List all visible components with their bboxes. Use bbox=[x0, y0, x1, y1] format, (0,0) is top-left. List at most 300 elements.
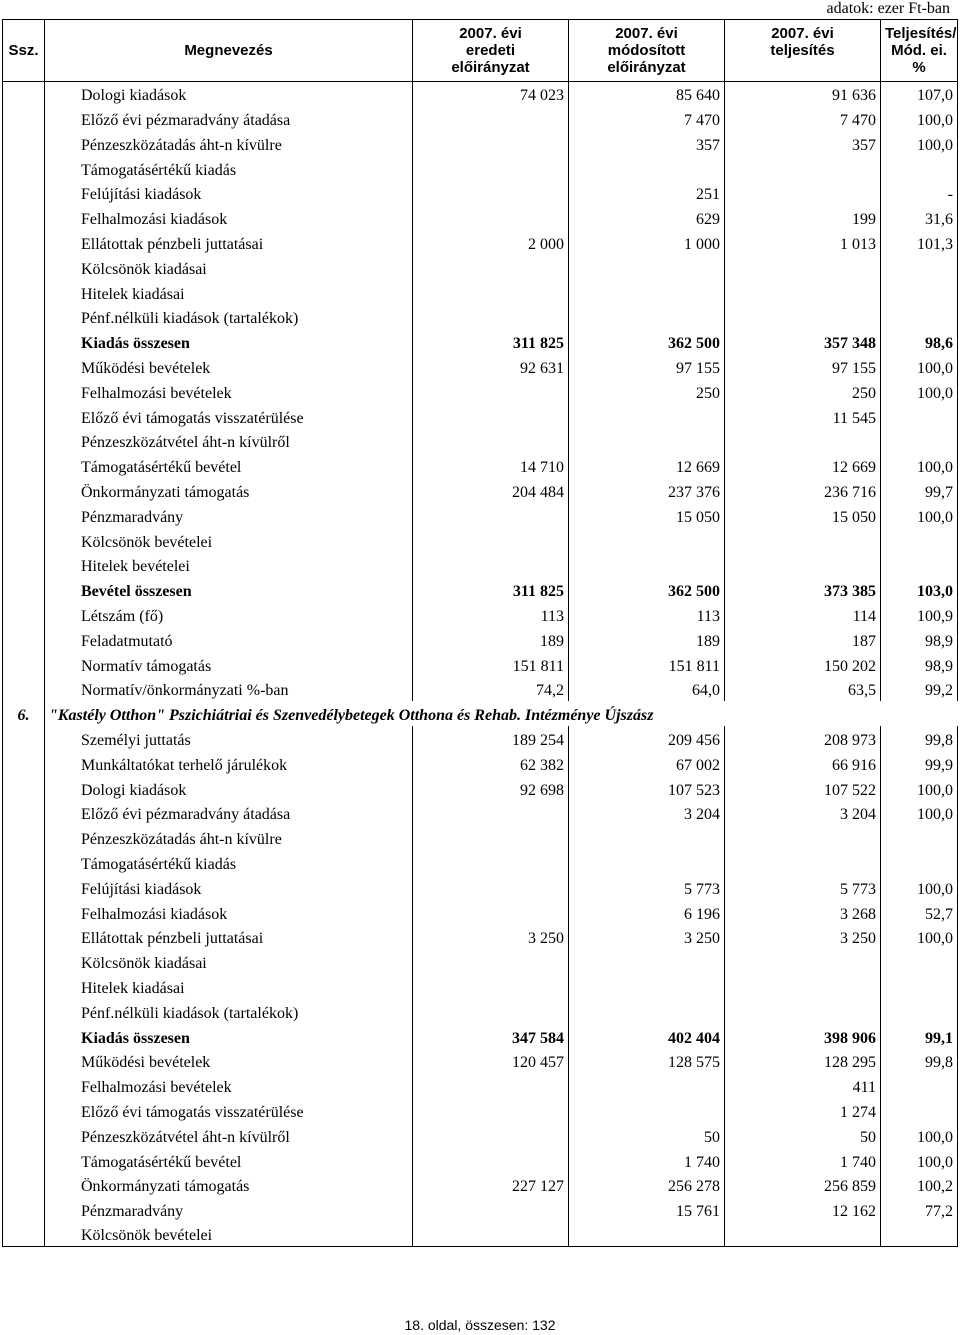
table-row bbox=[3, 677, 958, 702]
teljesites-cell: 150 202 bbox=[725, 652, 881, 677]
row-label: Támogatásértékű kiadás bbox=[45, 156, 413, 181]
row-label: Dologi kiadások bbox=[45, 82, 413, 107]
modositott-cell: 50 bbox=[569, 1123, 725, 1148]
row-label: Pénzeszközátvétel áht-n kívülről bbox=[45, 1123, 413, 1148]
teljesites-cell: 63,5 bbox=[725, 677, 881, 702]
szazalek-cell: 100,0 bbox=[881, 106, 958, 131]
eredeti-cell bbox=[413, 1123, 569, 1148]
row-label: Bevétel összesen bbox=[45, 577, 413, 602]
szazalek-cell: 31,6 bbox=[881, 205, 958, 230]
ssz-cell bbox=[3, 776, 45, 801]
table-row bbox=[3, 255, 958, 280]
modositott-cell bbox=[569, 825, 725, 850]
table-row bbox=[3, 404, 958, 429]
modositott-cell bbox=[569, 1073, 725, 1098]
modositott-cell: 237 376 bbox=[569, 478, 725, 503]
ssz-cell bbox=[3, 1049, 45, 1074]
ssz-cell bbox=[3, 900, 45, 925]
section-number: 6. bbox=[3, 701, 45, 726]
modositott-cell: 85 640 bbox=[569, 82, 725, 107]
row-label: Személyi juttatás bbox=[45, 726, 413, 751]
row-label: Pénf.nélküli kiadások (tartalékok) bbox=[45, 999, 413, 1024]
eredeti-cell bbox=[413, 801, 569, 826]
teljesites-cell: 3 268 bbox=[725, 900, 881, 925]
eredeti-cell bbox=[413, 900, 569, 925]
szazalek-cell: 98,9 bbox=[881, 652, 958, 677]
ssz-cell bbox=[3, 1197, 45, 1222]
teljesites-cell: 11 545 bbox=[725, 404, 881, 429]
szazalek-cell bbox=[881, 305, 958, 330]
modositott-cell bbox=[569, 156, 725, 181]
modositott-cell: 64,0 bbox=[569, 677, 725, 702]
eredeti-cell: 189 254 bbox=[413, 726, 569, 751]
teljesites-cell: 411 bbox=[725, 1073, 881, 1098]
row-label: Támogatásértékű kiadás bbox=[45, 850, 413, 875]
modositott-cell: 5 773 bbox=[569, 875, 725, 900]
szazalek-cell: 100,9 bbox=[881, 602, 958, 627]
szazalek-cell: 100,0 bbox=[881, 1123, 958, 1148]
modositott-cell: 402 404 bbox=[569, 1024, 725, 1049]
row-label: Létszám (fő) bbox=[45, 602, 413, 627]
teljesites-cell bbox=[725, 1222, 881, 1247]
ssz-cell bbox=[3, 850, 45, 875]
szazalek-cell bbox=[881, 850, 958, 875]
header-modositott: 2007. évi módosított előirányzat bbox=[569, 20, 725, 82]
table-row bbox=[3, 1098, 958, 1123]
teljesites-cell: 236 716 bbox=[725, 478, 881, 503]
szazalek-cell: 100,0 bbox=[881, 1148, 958, 1173]
teljesites-cell: 208 973 bbox=[725, 726, 881, 751]
eredeti-cell bbox=[413, 1098, 569, 1123]
modositott-cell: 7 470 bbox=[569, 106, 725, 131]
szazalek-cell bbox=[881, 156, 958, 181]
table-row bbox=[3, 1173, 958, 1198]
teljesites-cell bbox=[725, 255, 881, 280]
ssz-cell bbox=[3, 602, 45, 627]
ssz-cell bbox=[3, 652, 45, 677]
ssz-cell bbox=[3, 280, 45, 305]
table-row bbox=[3, 577, 958, 602]
table-row bbox=[3, 131, 958, 156]
row-label: Felhalmozási kiadások bbox=[45, 205, 413, 230]
modositott-cell: 357 bbox=[569, 131, 725, 156]
section-title: "Kastély Otthon" Pszichiátriai és Szenvedélybetegek Otthona és Rehab. Intézménye Újszász bbox=[45, 701, 958, 726]
eredeti-cell: 92 698 bbox=[413, 776, 569, 801]
ssz-cell bbox=[3, 1123, 45, 1148]
teljesites-cell bbox=[725, 999, 881, 1024]
modositott-cell: 362 500 bbox=[569, 577, 725, 602]
eredeti-cell bbox=[413, 825, 569, 850]
szazalek-cell: 77,2 bbox=[881, 1197, 958, 1222]
eredeti-cell bbox=[413, 974, 569, 999]
eredeti-cell bbox=[413, 850, 569, 875]
modositott-cell bbox=[569, 280, 725, 305]
modositott-cell bbox=[569, 949, 725, 974]
eredeti-cell bbox=[413, 255, 569, 280]
modositott-cell bbox=[569, 429, 725, 454]
modositott-cell: 362 500 bbox=[569, 329, 725, 354]
ssz-cell bbox=[3, 255, 45, 280]
table-body bbox=[3, 82, 958, 1247]
table-row bbox=[3, 825, 958, 850]
row-label: Előző évi pézmaradvány átadása bbox=[45, 801, 413, 826]
ssz-cell bbox=[3, 82, 45, 107]
row-label: Kiadás összesen bbox=[45, 329, 413, 354]
row-label: Hitelek bevételei bbox=[45, 553, 413, 578]
ssz-cell bbox=[3, 131, 45, 156]
ssz-cell bbox=[3, 156, 45, 181]
eredeti-cell bbox=[413, 553, 569, 578]
row-label: Pénf.nélküli kiadások (tartalékok) bbox=[45, 305, 413, 330]
ssz-cell bbox=[3, 1024, 45, 1049]
table-row bbox=[3, 875, 958, 900]
teljesites-cell: 3 204 bbox=[725, 801, 881, 826]
table-row bbox=[3, 106, 958, 131]
teljesites-cell: 5 773 bbox=[725, 875, 881, 900]
szazalek-cell bbox=[881, 949, 958, 974]
modositott-cell: 15 761 bbox=[569, 1197, 725, 1222]
szazalek-cell: 100,0 bbox=[881, 131, 958, 156]
teljesites-cell bbox=[725, 825, 881, 850]
teljesites-cell: 256 859 bbox=[725, 1173, 881, 1198]
table-row bbox=[3, 726, 958, 751]
table-row bbox=[3, 82, 958, 107]
table-row bbox=[3, 652, 958, 677]
table-row bbox=[3, 1197, 958, 1222]
modositott-cell: 97 155 bbox=[569, 354, 725, 379]
table-row bbox=[3, 429, 958, 454]
ssz-cell bbox=[3, 751, 45, 776]
eredeti-cell: 311 825 bbox=[413, 329, 569, 354]
table-row bbox=[3, 776, 958, 801]
row-label: Felhalmozási bevételek bbox=[45, 379, 413, 404]
modositott-cell bbox=[569, 974, 725, 999]
table-row bbox=[3, 205, 958, 230]
row-label: Működési bevételek bbox=[45, 354, 413, 379]
eredeti-cell: 62 382 bbox=[413, 751, 569, 776]
table-row bbox=[3, 156, 958, 181]
modositott-cell bbox=[569, 528, 725, 553]
teljesites-cell: 199 bbox=[725, 205, 881, 230]
ssz-cell bbox=[3, 1098, 45, 1123]
teljesites-cell: 357 348 bbox=[725, 329, 881, 354]
table-row bbox=[3, 999, 958, 1024]
teljesites-cell: 15 050 bbox=[725, 503, 881, 528]
ssz-cell bbox=[3, 404, 45, 429]
row-label: Pénzmaradvány bbox=[45, 503, 413, 528]
eredeti-cell bbox=[413, 404, 569, 429]
table-row bbox=[3, 801, 958, 826]
modositott-cell bbox=[569, 850, 725, 875]
szazalek-cell: 107,0 bbox=[881, 82, 958, 107]
szazalek-cell: 100,0 bbox=[881, 776, 958, 801]
teljesites-cell: 1 274 bbox=[725, 1098, 881, 1123]
eredeti-cell bbox=[413, 205, 569, 230]
row-label: Pénzeszközátadás áht-n kívülre bbox=[45, 825, 413, 850]
row-label: Előző évi támogatás visszatérülése bbox=[45, 1098, 413, 1123]
row-label: Előző évi támogatás visszatérülése bbox=[45, 404, 413, 429]
szazalek-cell bbox=[881, 429, 958, 454]
row-label: Önkormányzati támogatás bbox=[45, 478, 413, 503]
eredeti-cell bbox=[413, 1222, 569, 1247]
row-label: Pénzmaradvány bbox=[45, 1197, 413, 1222]
ssz-cell bbox=[3, 230, 45, 255]
teljesites-cell: 50 bbox=[725, 1123, 881, 1148]
ssz-cell bbox=[3, 305, 45, 330]
eredeti-cell: 227 127 bbox=[413, 1173, 569, 1198]
szazalek-cell: 100,0 bbox=[881, 801, 958, 826]
ssz-cell bbox=[3, 329, 45, 354]
teljesites-cell bbox=[725, 528, 881, 553]
ssz-cell bbox=[3, 1073, 45, 1098]
unit-note: adatok: ezer Ft-ban bbox=[826, 0, 950, 17]
row-label: Felújítási kiadások bbox=[45, 181, 413, 206]
eredeti-cell: 113 bbox=[413, 602, 569, 627]
eredeti-cell bbox=[413, 181, 569, 206]
modositott-cell: 189 bbox=[569, 627, 725, 652]
row-label: Kölcsönök bevételei bbox=[45, 528, 413, 553]
row-label: Feladatmutató bbox=[45, 627, 413, 652]
ssz-cell bbox=[3, 106, 45, 131]
header-szazalek: Teljesítés/ Mód. ei. % bbox=[881, 20, 958, 82]
table-row bbox=[3, 553, 958, 578]
szazalek-cell: 98,9 bbox=[881, 627, 958, 652]
table-row bbox=[3, 478, 958, 503]
row-label: Támogatásértékű bevétel bbox=[45, 1148, 413, 1173]
teljesites-cell: 7 470 bbox=[725, 106, 881, 131]
teljesites-cell bbox=[725, 305, 881, 330]
row-label: Önkormányzati támogatás bbox=[45, 1173, 413, 1198]
teljesites-cell bbox=[725, 429, 881, 454]
szazalek-cell: 99,8 bbox=[881, 726, 958, 751]
teljesites-cell: 1 013 bbox=[725, 230, 881, 255]
eredeti-cell: 189 bbox=[413, 627, 569, 652]
modositott-cell bbox=[569, 999, 725, 1024]
szazalek-cell: 99,1 bbox=[881, 1024, 958, 1049]
modositott-cell: 12 669 bbox=[569, 453, 725, 478]
modositott-cell: 113 bbox=[569, 602, 725, 627]
row-label: Pénzeszközátadás áht-n kívülre bbox=[45, 131, 413, 156]
modositott-cell: 107 523 bbox=[569, 776, 725, 801]
eredeti-cell: 14 710 bbox=[413, 453, 569, 478]
budget-table bbox=[2, 19, 958, 1247]
szazalek-cell: 52,7 bbox=[881, 900, 958, 925]
szazalek-cell: 99,8 bbox=[881, 1049, 958, 1074]
table-row bbox=[3, 1148, 958, 1173]
ssz-cell bbox=[3, 974, 45, 999]
szazalek-cell: 99,9 bbox=[881, 751, 958, 776]
row-label: Ellátottak pénzbeli juttatásai bbox=[45, 230, 413, 255]
modositott-cell: 3 204 bbox=[569, 801, 725, 826]
eredeti-cell bbox=[413, 131, 569, 156]
eredeti-cell bbox=[413, 106, 569, 131]
ssz-cell bbox=[3, 949, 45, 974]
eredeti-cell: 74 023 bbox=[413, 82, 569, 107]
szazalek-cell bbox=[881, 1222, 958, 1247]
ssz-cell bbox=[3, 453, 45, 478]
table-row bbox=[3, 850, 958, 875]
row-label: Működési bevételek bbox=[45, 1049, 413, 1074]
table-row bbox=[3, 1123, 958, 1148]
szazalek-cell: 100,0 bbox=[881, 503, 958, 528]
modositott-cell bbox=[569, 255, 725, 280]
szazalek-cell: 100,0 bbox=[881, 875, 958, 900]
szazalek-cell: - bbox=[881, 181, 958, 206]
modositott-cell bbox=[569, 1222, 725, 1247]
eredeti-cell bbox=[413, 1148, 569, 1173]
teljesites-cell bbox=[725, 974, 881, 999]
teljesites-cell: 187 bbox=[725, 627, 881, 652]
page-footer: 18. oldal, összesen: 132 bbox=[404, 1317, 556, 1333]
teljesites-cell: 3 250 bbox=[725, 925, 881, 950]
szazalek-cell bbox=[881, 404, 958, 429]
eredeti-cell: 92 631 bbox=[413, 354, 569, 379]
modositott-cell: 251 bbox=[569, 181, 725, 206]
ssz-cell bbox=[3, 925, 45, 950]
table-row bbox=[3, 329, 958, 354]
table-row bbox=[3, 627, 958, 652]
szazalek-cell: 99,2 bbox=[881, 677, 958, 702]
eredeti-cell: 311 825 bbox=[413, 577, 569, 602]
eredeti-cell bbox=[413, 1073, 569, 1098]
table-row bbox=[3, 503, 958, 528]
ssz-cell bbox=[3, 875, 45, 900]
teljesites-cell: 1 740 bbox=[725, 1148, 881, 1173]
teljesites-cell: 12 669 bbox=[725, 453, 881, 478]
row-label: Felújítási kiadások bbox=[45, 875, 413, 900]
ssz-cell bbox=[3, 528, 45, 553]
szazalek-cell: 103,0 bbox=[881, 577, 958, 602]
szazalek-cell: 100,0 bbox=[881, 453, 958, 478]
szazalek-cell bbox=[881, 280, 958, 305]
table-row bbox=[3, 1024, 958, 1049]
eredeti-cell: 204 484 bbox=[413, 478, 569, 503]
modositott-cell: 1 740 bbox=[569, 1148, 725, 1173]
modositott-cell: 151 811 bbox=[569, 652, 725, 677]
eredeti-cell bbox=[413, 429, 569, 454]
row-label: Munkáltatókat terhelő járulékok bbox=[45, 751, 413, 776]
ssz-cell bbox=[3, 726, 45, 751]
table-row bbox=[3, 925, 958, 950]
teljesites-cell: 357 bbox=[725, 131, 881, 156]
row-label: Kölcsönök bevételei bbox=[45, 1222, 413, 1247]
modositott-cell bbox=[569, 1098, 725, 1123]
header-row bbox=[3, 20, 958, 82]
teljesites-cell: 250 bbox=[725, 379, 881, 404]
row-label: Normatív támogatás bbox=[45, 652, 413, 677]
row-label: Hitelek kiadásai bbox=[45, 280, 413, 305]
teljesites-cell: 398 906 bbox=[725, 1024, 881, 1049]
ssz-cell bbox=[3, 577, 45, 602]
ssz-cell bbox=[3, 205, 45, 230]
modositott-cell: 250 bbox=[569, 379, 725, 404]
teljesites-cell bbox=[725, 553, 881, 578]
ssz-cell bbox=[3, 1148, 45, 1173]
szazalek-cell: 101,3 bbox=[881, 230, 958, 255]
eredeti-cell bbox=[413, 999, 569, 1024]
ssz-cell bbox=[3, 825, 45, 850]
eredeti-cell bbox=[413, 875, 569, 900]
eredeti-cell: 2 000 bbox=[413, 230, 569, 255]
table-row bbox=[3, 280, 958, 305]
table-row bbox=[3, 1222, 958, 1247]
szazalek-cell: 99,7 bbox=[881, 478, 958, 503]
modositott-cell: 629 bbox=[569, 205, 725, 230]
teljesites-cell: 373 385 bbox=[725, 577, 881, 602]
modositott-cell: 1 000 bbox=[569, 230, 725, 255]
modositott-cell bbox=[569, 305, 725, 330]
ssz-cell bbox=[3, 503, 45, 528]
modositott-cell: 15 050 bbox=[569, 503, 725, 528]
modositott-cell: 256 278 bbox=[569, 1173, 725, 1198]
teljesites-cell: 66 916 bbox=[725, 751, 881, 776]
teljesites-cell bbox=[725, 280, 881, 305]
eredeti-cell: 74,2 bbox=[413, 677, 569, 702]
szazalek-cell bbox=[881, 528, 958, 553]
modositott-cell: 3 250 bbox=[569, 925, 725, 950]
eredeti-cell bbox=[413, 379, 569, 404]
eredeti-cell: 120 457 bbox=[413, 1049, 569, 1074]
eredeti-cell: 3 250 bbox=[413, 925, 569, 950]
szazalek-cell bbox=[881, 1073, 958, 1098]
row-label: Kölcsönök kiadásai bbox=[45, 949, 413, 974]
szazalek-cell bbox=[881, 974, 958, 999]
header-eredeti: 2007. évi eredeti előirányzat bbox=[413, 20, 569, 82]
eredeti-cell bbox=[413, 949, 569, 974]
ssz-cell bbox=[3, 478, 45, 503]
modositott-cell: 128 575 bbox=[569, 1049, 725, 1074]
ssz-cell bbox=[3, 553, 45, 578]
table-row bbox=[3, 453, 958, 478]
eredeti-cell bbox=[413, 156, 569, 181]
modositott-cell: 209 456 bbox=[569, 726, 725, 751]
ssz-cell bbox=[3, 677, 45, 702]
row-label: Hitelek kiadásai bbox=[45, 974, 413, 999]
table-row bbox=[3, 751, 958, 776]
eredeti-cell: 347 584 bbox=[413, 1024, 569, 1049]
header-megnevezes: Megnevezés bbox=[45, 20, 413, 82]
teljesites-cell bbox=[725, 156, 881, 181]
ssz-cell bbox=[3, 627, 45, 652]
header-ssz: Ssz. bbox=[3, 20, 45, 82]
ssz-cell bbox=[3, 354, 45, 379]
row-label: Támogatásértékű bevétel bbox=[45, 453, 413, 478]
ssz-cell bbox=[3, 1173, 45, 1198]
table-row bbox=[3, 1073, 958, 1098]
row-label: Pénzeszközátvétel áht-n kívülről bbox=[45, 429, 413, 454]
row-label: Felhalmozási kiadások bbox=[45, 900, 413, 925]
szazalek-cell bbox=[881, 553, 958, 578]
section-row bbox=[3, 701, 958, 726]
modositott-cell: 67 002 bbox=[569, 751, 725, 776]
table-row bbox=[3, 528, 958, 553]
ssz-cell bbox=[3, 1222, 45, 1247]
ssz-cell bbox=[3, 429, 45, 454]
table-row bbox=[3, 900, 958, 925]
table-row bbox=[3, 230, 958, 255]
teljesites-cell bbox=[725, 181, 881, 206]
eredeti-cell bbox=[413, 280, 569, 305]
teljesites-cell: 128 295 bbox=[725, 1049, 881, 1074]
eredeti-cell: 151 811 bbox=[413, 652, 569, 677]
teljesites-cell bbox=[725, 949, 881, 974]
row-label: Normatív/önkormányzati %-ban bbox=[45, 677, 413, 702]
table-row bbox=[3, 354, 958, 379]
eredeti-cell bbox=[413, 503, 569, 528]
modositott-cell bbox=[569, 404, 725, 429]
szazalek-cell bbox=[881, 255, 958, 280]
teljesites-cell: 12 162 bbox=[725, 1197, 881, 1222]
